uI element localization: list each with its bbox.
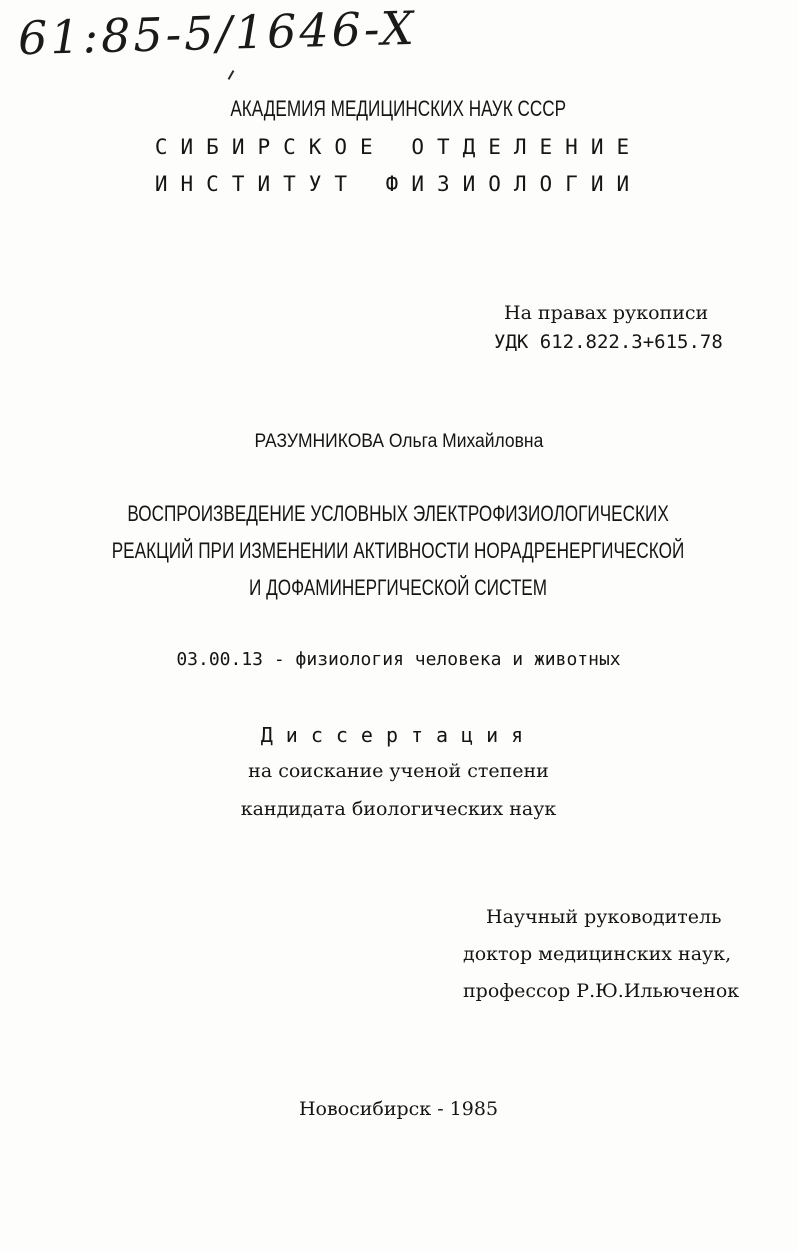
city-year: Новосибирск - 1985 (298, 1098, 499, 1120)
handwritten-archive-code: 61:85-5/1646-X (17, 0, 418, 66)
institute-line: ИНСТИТУТ ФИЗИОЛОГИИ (154, 172, 643, 196)
degree-purpose: на соискание ученой степени (248, 760, 549, 782)
thesis-title-line-3: И ДОФАМИНЕРГИЧЕСКОЙ СИСТЕМ (249, 575, 548, 600)
thesis-title-line-1: ВОСПРОИЗВЕДЕНИЕ УСЛОВНЫХ ЭЛЕКТРОФИЗИОЛОГИЧЕСКИХ (127, 501, 670, 526)
dissertation-label: Диссертация (260, 723, 537, 747)
specialty-code: 03.00.13 - физиология человека и животных (176, 649, 621, 670)
supervisor-label: Научный руководитель (486, 906, 722, 928)
supervisor-name: профессор Р.Ю.Ильюченок (463, 980, 740, 1002)
supervisor-degree: доктор медицинских наук, (463, 943, 732, 965)
thesis-title-line-2: РЕАКЦИЙ ПРИ ИЗМЕНЕНИИ АКТИВНОСТИ НОРАДРЕНЕРГИЧЕСКОЙ (112, 538, 685, 563)
udk-code: УДК 612.822.3+615.78 (494, 331, 723, 353)
manuscript-rights: На правах рукописи (504, 302, 709, 324)
handwritten-underline (228, 70, 235, 80)
degree-name: кандидата биологических наук (240, 798, 557, 820)
academy-line: АКАДЕМИЯ МЕДИЦИНСКИХ НАУК СССР (230, 96, 567, 121)
author-name: РАЗУМНИКОВА Ольга Михайловна (254, 431, 543, 452)
branch-line: СИБИРСКОЕ ОТДЕЛЕНИЕ (154, 135, 643, 159)
